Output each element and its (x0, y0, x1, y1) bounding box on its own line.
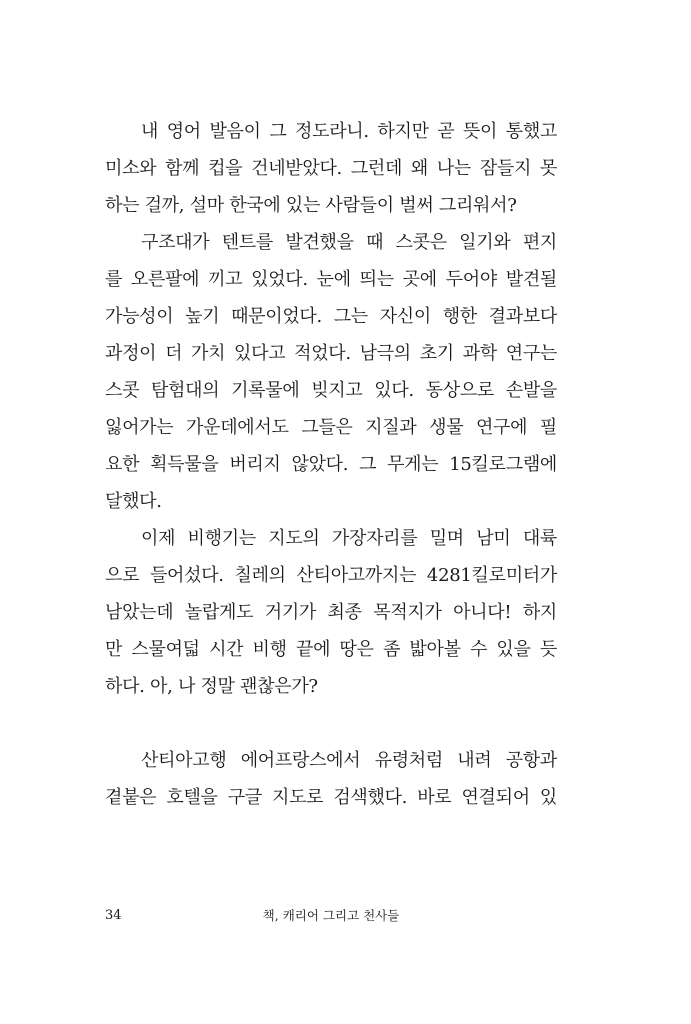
text-line: 내 영어 발음이 그 정도라니. 하지만 곧 뜻이 통했고 (141, 121, 557, 142)
section-break (105, 705, 557, 742)
text-line: 산티아고행 에어프랑스에서 유령처럼 내려 공항과 (141, 750, 557, 771)
text-line: 잃어가는 가운데에서도 그들은 지질과 생물 연구에 필 (105, 417, 557, 438)
running-title: 책, 캐리어 그리고 천사들 (262, 908, 400, 923)
text-line: 과정이 더 가치 있다고 적었다. 남극의 초기 과학 연구는 (105, 343, 557, 364)
text-line: 만 스물여덟 시간 비행 끝에 땅은 좀 밟아볼 수 있을 듯 (105, 639, 557, 660)
page-number: 34 (105, 908, 122, 923)
text-line: 스콧 탐험대의 기록물에 빚지고 있다. 동상으로 손발을 (105, 380, 557, 401)
text-line: 으로 들어섰다. 칠레의 산티아고까지는 4281킬로미터가 (105, 565, 557, 586)
page-footer (105, 906, 557, 926)
text-line: 를 오른팔에 끼고 있었다. 눈에 띄는 곳에 두어야 발견될 (105, 269, 557, 290)
body-text (105, 113, 557, 816)
text-line: 곁붙은 호텔을 구글 지도로 검색했다. 바로 연결되어 있 (105, 787, 557, 808)
text-line: 달했다. (105, 491, 162, 512)
text-line: 미소와 함께 컵을 건네받았다. 그런데 왜 나는 잠들지 못 (105, 158, 557, 179)
text-line: 요한 획득물을 버리지 않았다. 그 무게는 15킬로그램에 (105, 454, 557, 475)
text-line: 구조대가 텐트를 발견했을 때 스콧은 일기와 편지 (141, 232, 557, 253)
text-line: 하다. 아, 나 정말 괜찮은가? (105, 676, 318, 697)
text-line: 하는 걸까, 설마 한국에 있는 사람들이 벌써 그리워서? (105, 195, 517, 216)
text-line: 남았는데 놀랍게도 거기가 최종 목적지가 아니다! 하지 (105, 602, 557, 623)
text-line: 이제 비행기는 지도의 가장자리를 밀며 남미 대륙 (141, 528, 557, 549)
text-line: 가능성이 높기 때문이었다. 그는 자신이 행한 결과보다 (105, 306, 557, 327)
